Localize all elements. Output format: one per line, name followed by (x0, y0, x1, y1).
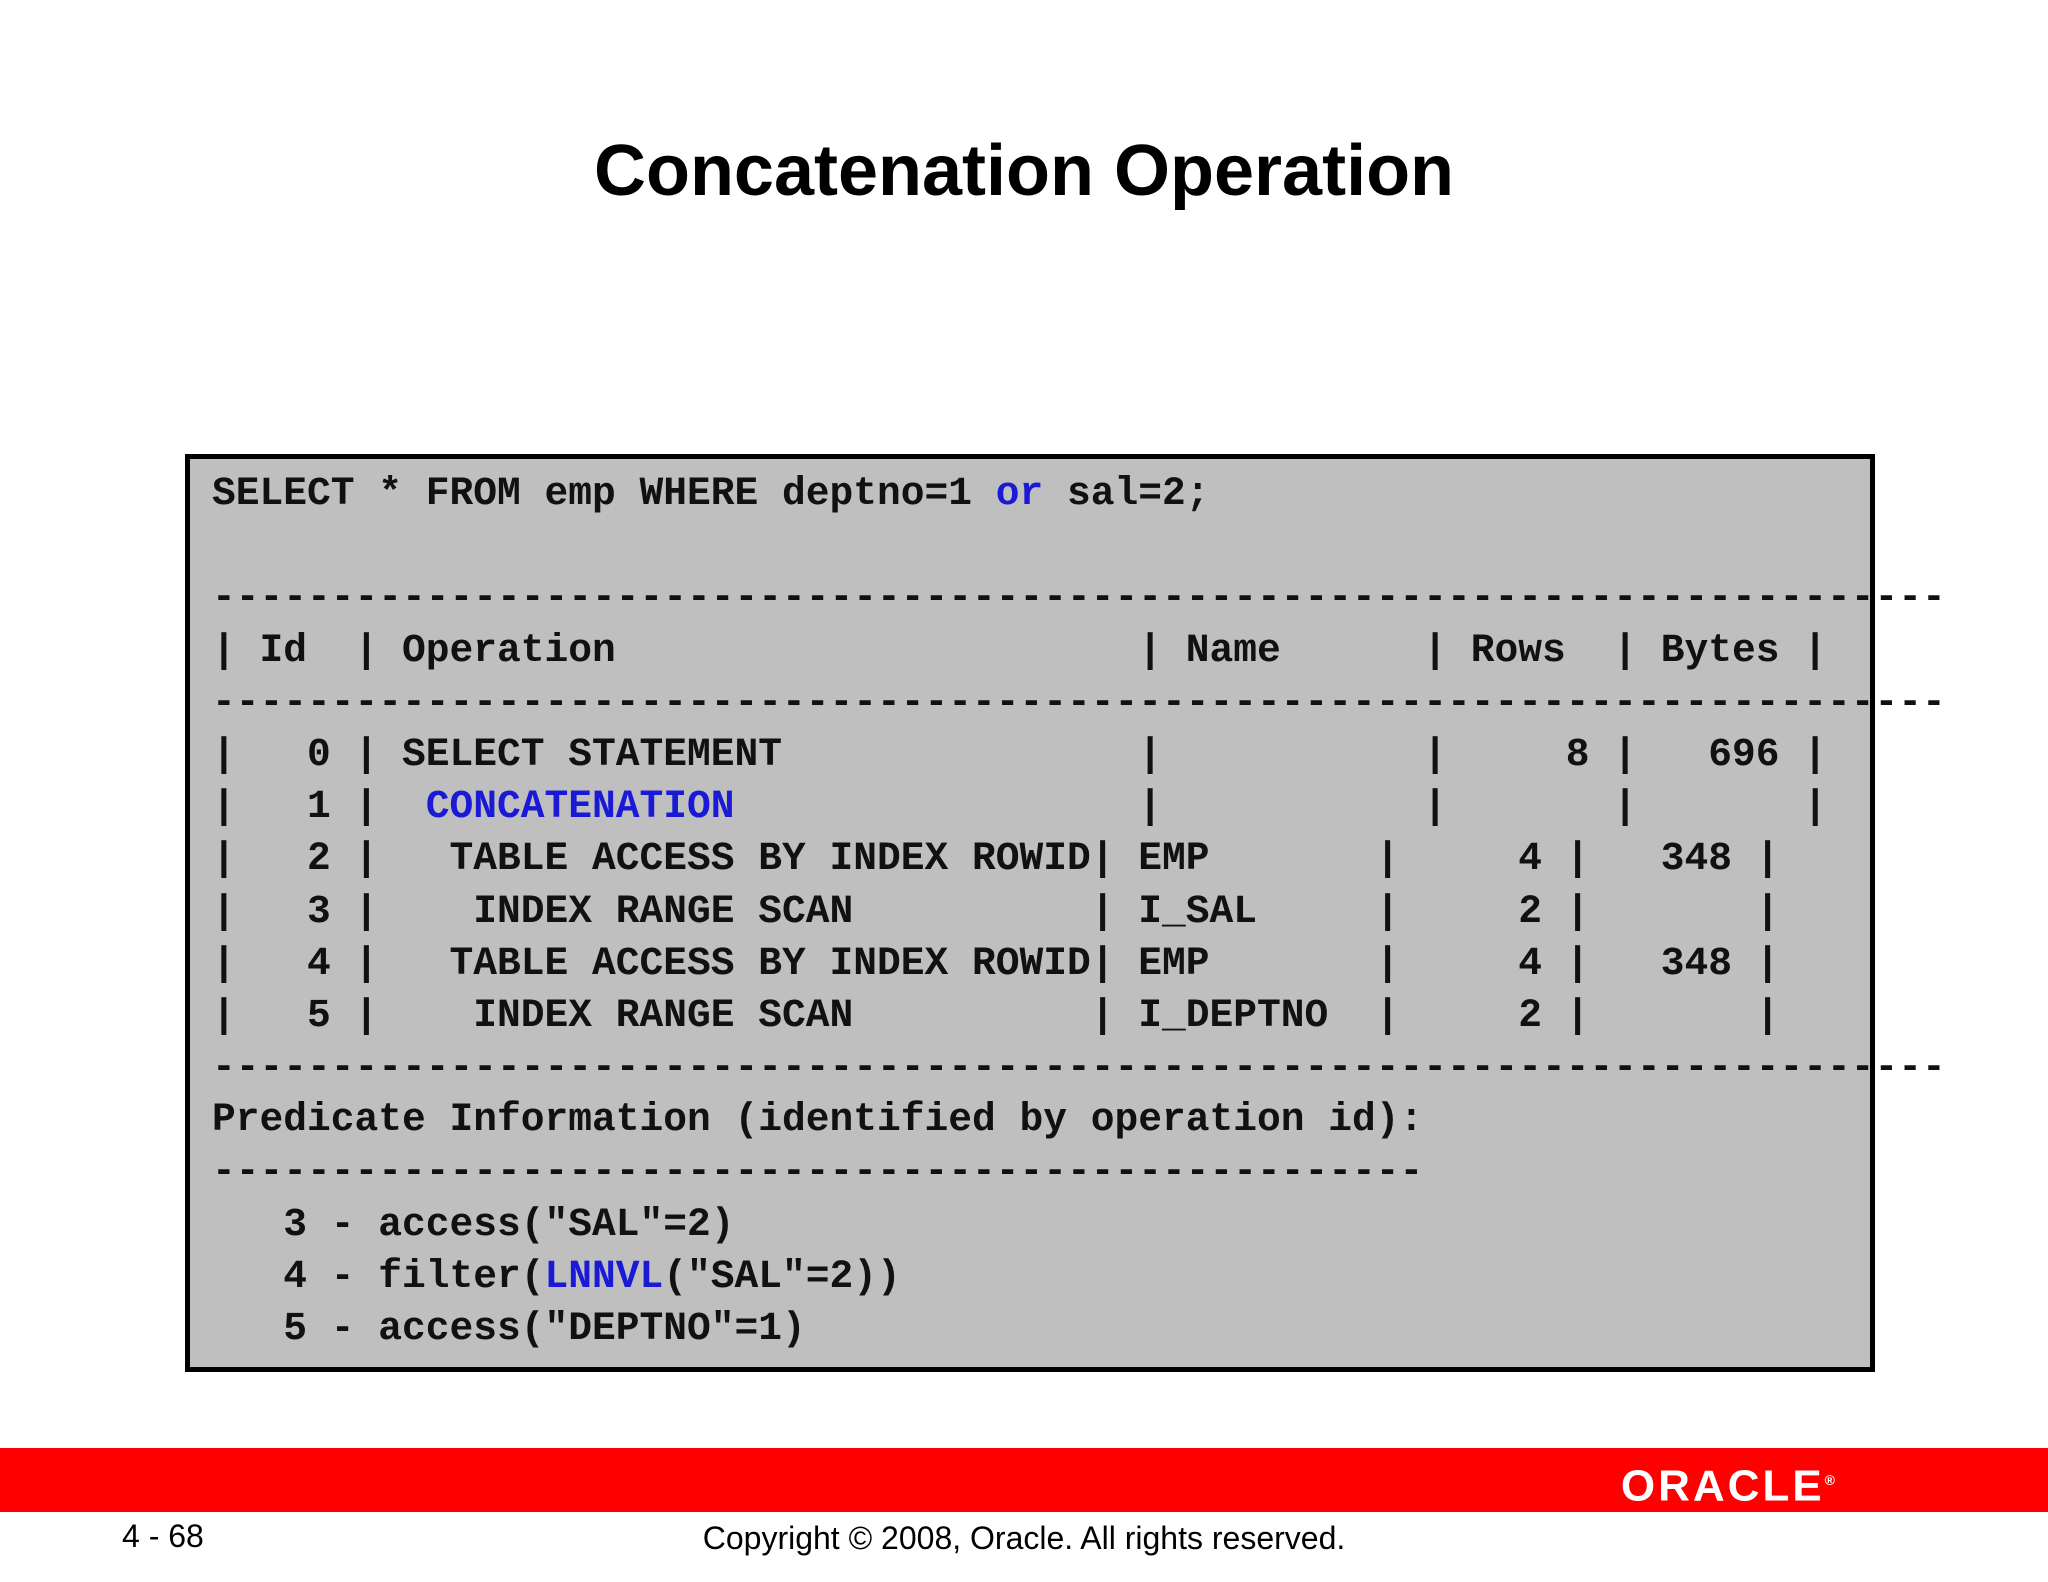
predicate-4-suffix: ("SAL"=2)) (663, 1253, 901, 1299)
sql-keyword-or: or (995, 471, 1044, 516)
plan-row-4: | 4 | TABLE ACCESS BY INDEX ROWID| EMP | 4 | 348 | (212, 940, 1780, 986)
plan-row-5: | 5 | INDEX RANGE SCAN | I_DEPTNO | 2 | | (212, 992, 1780, 1038)
predicate-3: 3 - access("SAL"=2) (212, 1201, 735, 1247)
plan-header-line: | Id | Operation | Name | Rows | Bytes | (212, 627, 1828, 673)
predicate-5: 5 - access("DEPTNO"=1) (212, 1306, 806, 1351)
oracle-logo-text: ORACLE (1620, 1461, 1825, 1511)
oracle-logo (1621, 1448, 1835, 1512)
page-number: 4 - 68 (122, 1518, 204, 1554)
execution-plan-listing (212, 468, 1946, 1355)
separator-line-top: ------------------------------------------------------------------------- (212, 575, 1946, 621)
separator-line-bottom: ------------------------------------------------------------------------- (212, 1045, 1946, 1091)
sql-query-line (212, 468, 1946, 520)
plan-row-0: | 0 | SELECT STATEMENT | | 8 | 696 | (212, 731, 1828, 777)
predicate-function-lnnvl: LNNVL (544, 1253, 664, 1299)
plan-row-3: | 3 | INDEX RANGE SCAN | I_SAL | 2 | | (212, 888, 1780, 934)
plan-row-2: | 2 | TABLE ACCESS BY INDEX ROWID| EMP | 4 | 348 | (212, 836, 1780, 882)
predicate-4-prefix: 4 - filter( (212, 1253, 545, 1299)
plan-operation-concatenation: CONCATENATION (425, 784, 735, 830)
plan-row-1-suffix: | | | | (734, 784, 1828, 830)
separator-line-predicate: --------------------------------------------------- (212, 1149, 1424, 1195)
copyright-notice: Copyright © 2008, Oracle. All rights reserved. (702, 1520, 1346, 1556)
predicate-4 (212, 1251, 1946, 1303)
predicate-title-line: Predicate Information (identified by operation id): (212, 1097, 1424, 1143)
sql-query-part2: sal=2; (1043, 471, 1210, 516)
sql-query-part1: SELECT * FROM emp WHERE deptno=1 (212, 471, 996, 516)
plan-row-1 (212, 781, 1946, 833)
separator-line-header: ------------------------------------------------------------------------- (212, 679, 1946, 725)
plan-row-1-prefix: | 1 | (212, 784, 426, 830)
slide-title: Concatenation Operation (593, 131, 1455, 211)
registered-mark: ® (1824, 1472, 1835, 1488)
blank-line (212, 520, 1946, 572)
